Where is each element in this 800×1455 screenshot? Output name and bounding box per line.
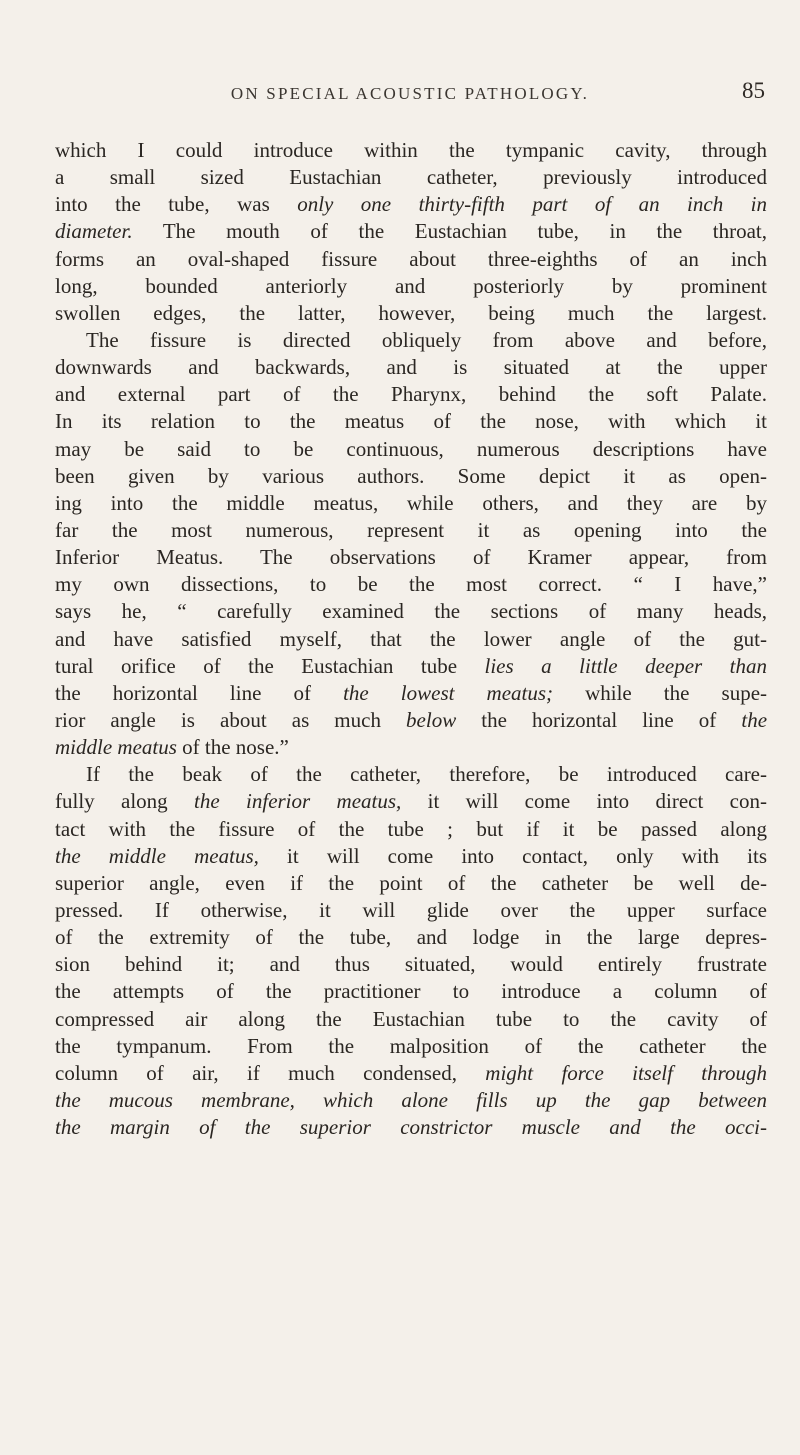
text-line [55,517,767,544]
text-segment: rior angle is about as much [55,707,407,732]
text-line [55,843,767,870]
text-line [55,1033,767,1060]
italic-text-segment: the lowest meatus; [343,680,554,705]
text-line [55,1060,767,1087]
text-line [55,1006,767,1033]
text-segment: compressed air along the Eustachian tube to the cavity of [55,1006,767,1031]
text-line [55,327,767,354]
italic-text-segment: lies a little deeper than [484,653,768,678]
text-line [55,191,767,218]
text-line [55,978,767,1005]
text-line [55,653,767,680]
text-segment: the horizontal line of [456,707,742,732]
running-title: ON SPECIAL ACOUSTIC PATHOLOGY. [230,84,590,103]
text-segment: The mouth of the Eustachian tube, in the throat, [132,219,767,244]
text-line [55,897,767,924]
text-segment: which I could introduce within the tympanic cavity, through [55,138,767,162]
italic-text-segment: diameter. [55,219,133,244]
text-segment: while the supe- [553,680,768,705]
text-segment: the attempts of the practitioner to introduce a column of [55,979,767,1004]
text-segment: of the nose.” [176,735,289,760]
text-segment: column of air, if much condensed, [55,1060,486,1085]
text-line [55,246,767,273]
text-segment: it will come into contact, only with its [258,843,767,868]
text-segment: The fissure is directed obliquely from above and before, [86,327,767,352]
text-segment: says he, “ carefully examined the sections of many heads, [55,599,767,624]
running-header [55,76,765,110]
text-line [55,354,767,381]
text-segment: sion behind it; and thus situated, would entirely frustrate [55,952,767,977]
text-segment: the tympanum. From the malposition of the catheter the [55,1033,767,1058]
text-segment: In its relation to the meatus of the nose, with which it [55,409,767,434]
text-line [55,164,767,191]
page-number: 85 [742,78,765,103]
text-segment: Inferior Meatus. The observations of Kramer appear, from [55,545,767,570]
text-segment: into the tube, was [55,192,298,217]
italic-text-segment: middle meatus [55,735,177,760]
text-line [55,463,767,490]
italic-text-segment: only one thirty-fifth part of an inch in [297,192,767,217]
text-segment: it will come into direct con- [401,789,767,814]
text-line [55,626,767,653]
text-line [55,544,767,571]
italic-text-segment: below [406,707,457,732]
text-segment: pressed. If otherwise, it will glide over the upper surface [55,897,767,922]
text-line [55,680,767,707]
text-segment: far the most numerous, represent it as opening into the [55,517,767,542]
text-segment: the horizontal line of [55,680,344,705]
text-segment: forms an oval-shaped fissure about three-eighths of an inch [55,246,767,271]
text-line [55,1114,767,1141]
text-line [55,816,767,843]
italic-text-segment: the [741,707,768,732]
text-line [55,408,767,435]
text-line [55,951,767,978]
text-line [55,788,767,815]
text-segment: of the extremity of the tube, and lodge in the large depres- [55,925,767,950]
text-segment: swollen edges, the latter, however, being much the largest. [55,300,767,325]
body-text [55,137,767,1141]
text-segment: a small sized Eustachian catheter, previously introduced [55,165,767,190]
text-line [55,761,767,788]
text-segment: my own dissections, to be the most correct. “ I have,” [55,572,767,597]
italic-text-segment: the inferior meatus, [194,789,402,814]
text-segment: ing into the middle meatus, while others, and they are by [55,490,767,515]
text-line [55,598,767,625]
text-line [55,707,767,734]
text-line [55,300,767,327]
text-segment: been given by various authors. Some depict it as open- [55,463,767,488]
text-segment: and external part of the Pharynx, behind the soft Palate. [55,382,767,407]
text-line [55,1087,767,1114]
text-line [55,490,767,517]
text-segment: downwards and backwards, and is situated at the upper [55,355,767,380]
text-line [55,924,767,951]
text-line [55,218,767,245]
italic-text-segment: the middle meatus, [55,843,259,868]
text-segment: tural orifice of the Eustachian tube [55,653,485,678]
text-line [55,571,767,598]
text-line [55,436,767,463]
italic-text-segment: the mucous membrane, which alone fills up the gap between [55,1087,767,1112]
text-segment: fully along [55,789,195,814]
text-line [55,381,767,408]
text-line [55,137,767,164]
text-segment: tact with the fissure of the tube ; but if it be passed along [55,816,767,841]
text-segment: may be said to be continuous, numerous descriptions have [55,436,767,461]
text-segment: long, bounded anteriorly and posteriorly by prominent [55,273,767,298]
text-segment: superior angle, even if the point of the catheter be well de- [55,870,767,895]
text-line [55,273,767,300]
text-line [55,870,767,897]
text-segment: If the beak of the catheter, therefore, be introduced care- [86,762,767,787]
text-segment: and have satisfied myself, that the lower angle of the gut- [55,626,767,651]
italic-text-segment: the margin of the superior constrictor muscle and the occi- [55,1115,767,1140]
text-line [55,734,767,761]
italic-text-segment: might force itself through [485,1060,767,1085]
